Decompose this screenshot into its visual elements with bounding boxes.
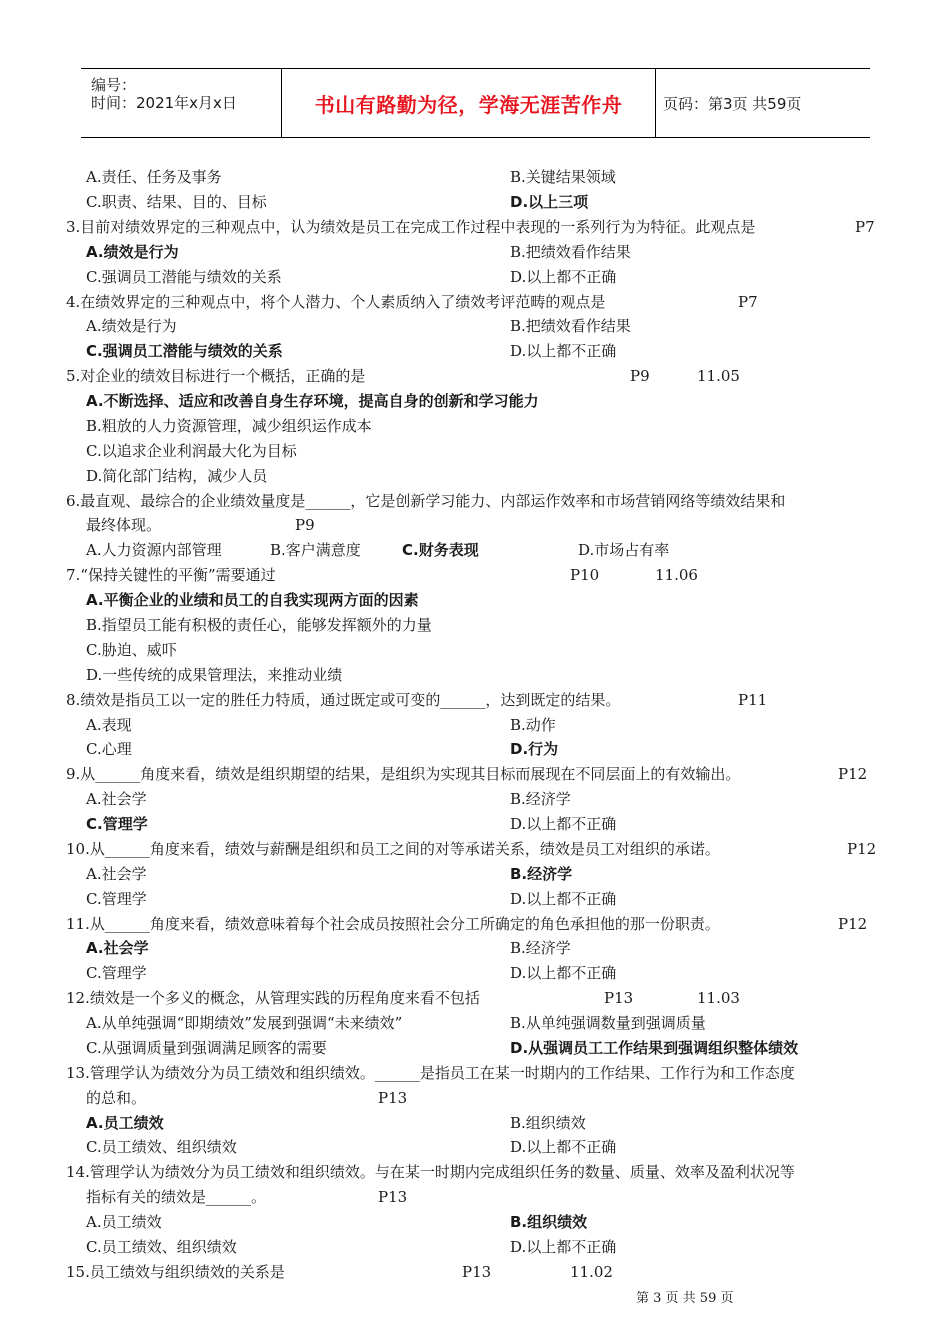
question-text: 6.最直观、最综合的企业绩效量度是______，它是创新学习能力、内部运作效率和市场营销网络等绩效结果和 <box>66 492 786 510</box>
option-line: C.员工绩效、组织绩效 <box>86 1138 237 1156</box>
option-line: A.社会学 <box>86 790 147 808</box>
option-line: A.人力资源内部管理 <box>86 541 222 559</box>
answer-option: A.员工绩效 <box>86 1114 164 1132</box>
page-ref: P13 <box>604 989 634 1007</box>
exam-date: 11.03 <box>697 989 740 1007</box>
page-ref: P11 <box>738 691 768 709</box>
header-meta <box>81 69 281 137</box>
option-line: D.以上都不正确 <box>510 268 617 286</box>
question-text: 5.对企业的绩效目标进行一个概括，正确的是 <box>66 367 366 385</box>
option-line: B.组织绩效 <box>510 1114 586 1132</box>
option-line: C.员工绩效、组织绩效 <box>86 1238 237 1256</box>
exam-date: 11.06 <box>655 566 698 584</box>
page-footer: 第 3 页 共 59 页 <box>636 1291 734 1306</box>
option-line: A.绩效是行为 <box>86 317 177 335</box>
answer-option: C.强调员工潜能与绩效的关系 <box>86 342 283 360</box>
header-motto-cell <box>281 69 656 137</box>
option-line: D.以上都不正确 <box>510 890 617 908</box>
page-ref: P13 <box>462 1263 492 1281</box>
question-text: 14.管理学认为绩效分为员工绩效和组织绩效。与在某一时期内完成组织任务的数量、质量、效率及盈利状况等 <box>66 1163 795 1181</box>
answer-option: A.不断选择、适应和改善自身生存环境，提高自身的创新和学习能力 <box>86 392 539 410</box>
page-ref: P13 <box>378 1188 408 1206</box>
option-line: D.市场占有率 <box>578 541 670 559</box>
option-line: C.管理学 <box>86 890 147 908</box>
answer-option: B.组织绩效 <box>510 1213 588 1231</box>
answer-option: A.绩效是行为 <box>86 243 179 261</box>
question-text: 8.绩效是指员工以一定的胜任力特质，通过既定或可变的______，达到既定的结果。 <box>66 691 621 709</box>
option-line: A.社会学 <box>86 865 147 883</box>
option-line: A.责任、任务及事务 <box>86 168 222 186</box>
code-label: 编号： <box>91 76 137 94</box>
answer-option: D.以上三项 <box>510 193 589 211</box>
page-ref: P12 <box>838 915 868 933</box>
option-line: D.一些传统的成果管理法，来推动业绩 <box>86 666 343 684</box>
question-text: 7.“保持关键性的平衡”需要通过 <box>66 566 276 584</box>
page-ref: P12 <box>847 840 877 858</box>
option-line: B.把绩效看作结果 <box>510 243 631 261</box>
option-line: D.以上都不正确 <box>510 1238 617 1256</box>
option-line: B.经济学 <box>510 939 571 957</box>
time-label: 时间：2021年x月x日 <box>91 94 237 112</box>
option-line: B.经济学 <box>510 790 571 808</box>
option-line: A.员工绩效 <box>86 1213 162 1231</box>
option-line: A.从单纯强调“即期绩效”发展到强调“未来绩效” <box>86 1014 403 1032</box>
option-line: B.把绩效看作结果 <box>510 317 631 335</box>
option-line: B.客户满意度 <box>270 541 361 559</box>
option-line: C.以追求企业利润最大化为目标 <box>86 442 297 460</box>
header-page-cell <box>655 69 870 137</box>
option-line: B.关键结果领域 <box>510 168 616 186</box>
option-line: C.管理学 <box>86 964 147 982</box>
question-text: 4.在绩效界定的三种观点中，将个人潜力、个人素质纳入了绩效考评范畴的观点是 <box>66 293 606 311</box>
option-line: A.表现 <box>86 716 132 734</box>
question-text: 9.从______角度来看，绩效是组织期望的结果，是组织为实现其目标而展现在不同层面上的有效输出。 <box>66 765 741 783</box>
option-line: C.从强调质量到强调满足顾客的需要 <box>86 1039 327 1057</box>
option-line: B.动作 <box>510 716 556 734</box>
answer-option: D.行为 <box>510 740 559 758</box>
option-line: D.以上都不正确 <box>510 815 617 833</box>
page-ref: P9 <box>295 516 315 534</box>
option-line: C.强调员工潜能与绩效的关系 <box>86 268 282 286</box>
option-line: B.指望员工能有积极的责任心，能够发挥额外的力量 <box>86 616 432 634</box>
motto: 书山有路勤为径，学海无涯苦作舟 <box>314 92 623 117</box>
question-text: 11.从______角度来看，绩效意味着每个社会成员按照社会分工所确定的角色承担他的那一份职责。 <box>66 915 720 933</box>
question-text: 12.绩效是一个多义的概念，从管理实践的历程角度来看不包括 <box>66 989 480 1007</box>
question-text: 13.管理学认为绩效分为员工绩效和组织绩效。______是指员工在某一时期内的工作结果、工作行为和工作态度 <box>66 1064 795 1082</box>
option-line: D.以上都不正确 <box>510 964 617 982</box>
page-ref: P12 <box>838 765 868 783</box>
option-line: C.心理 <box>86 740 132 758</box>
question-text: 15.员工绩效与组织绩效的关系是 <box>66 1263 285 1281</box>
answer-option: A.平衡企业的业绩和员工的自我实现两方面的因素 <box>86 591 419 609</box>
answer-option: D.从强调员工工作结果到强调组织整体绩效 <box>510 1039 799 1057</box>
question-text-cont: 最终体现。 <box>86 516 162 534</box>
option-line: D.以上都不正确 <box>510 342 617 360</box>
question-text-cont: 的总和。 <box>86 1089 147 1107</box>
question-text: 3.目前对绩效界定的三种观点中，认为绩效是员工在完成工作过程中表现的一系列行为为特征。此观点是 <box>66 218 756 236</box>
answer-option: A.社会学 <box>86 939 149 957</box>
page-ref: P7 <box>738 293 758 311</box>
option-line: D.以上都不正确 <box>510 1138 617 1156</box>
option-line: D.简化部门结构，减少人员 <box>86 467 268 485</box>
page-ref: P7 <box>855 218 875 236</box>
answer-option: C.管理学 <box>86 815 148 833</box>
answer-option: B.经济学 <box>510 865 573 883</box>
page-header <box>81 68 870 138</box>
question-text: 10.从______角度来看，绩效与薪酬是组织和员工之间的对等承诺关系，绩效是员工对组织的承诺。 <box>66 840 720 858</box>
option-line: C.胁迫、威吓 <box>86 641 177 659</box>
question-text-cont: 指标有关的绩效是______。 <box>86 1188 267 1206</box>
exam-date: 11.02 <box>570 1263 613 1281</box>
exam-date: 11.05 <box>697 367 740 385</box>
option-line: B.从单纯强调数量到强调质量 <box>510 1014 706 1032</box>
page-ref: P13 <box>378 1089 408 1107</box>
page-info: 页码：第3页 共59页 <box>663 94 802 113</box>
answer-option: C.财务表现 <box>402 541 479 559</box>
page-ref: P9 <box>630 367 650 385</box>
option-line: C.职责、结果、目的、目标 <box>86 193 267 211</box>
page-ref: P10 <box>570 566 600 584</box>
option-line: B.粗放的人力资源管理，减少组织运作成本 <box>86 417 372 435</box>
